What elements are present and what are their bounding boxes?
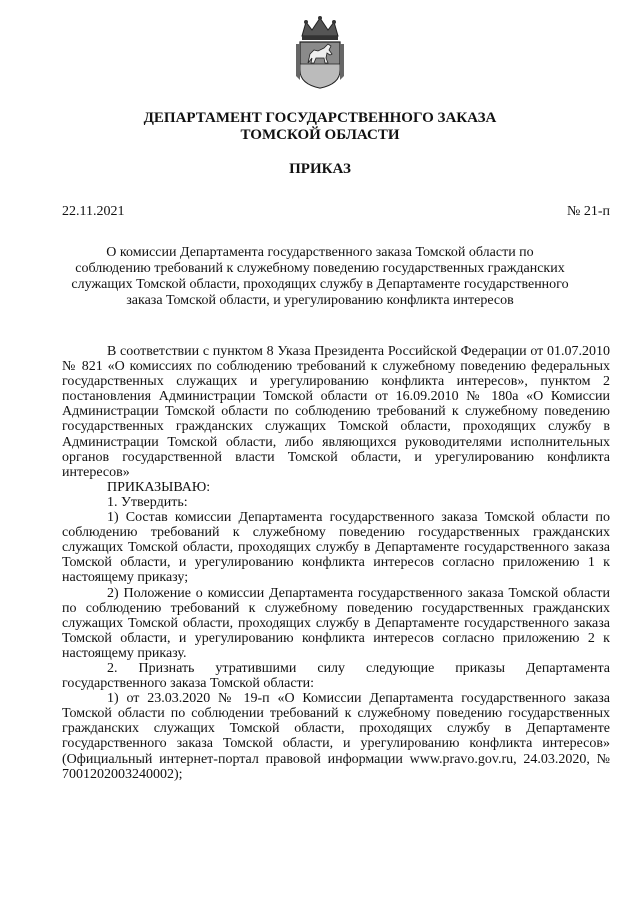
- clause-1-item-1: 1) Состав комиссии Департамента государственного заказа Томской области по соблюдению требований к служебному поведению государственных гражданских служащих Томской области, проходящих службу в Департаменте государственного заказа Томской области, и урегулированию конфликта интересов согласно приложению 1 к настоящему приказу;: [62, 510, 610, 586]
- document-type-title: ПРИКАЗ: [289, 161, 351, 177]
- document-subject: О комиссии Департамента государственного заказа Томской области по соблюдению требований к служебному поведению государственных гражданских служащих Томской области, проходящих службу в Департаменте государственного заказа Томской области, и урегулированию конфликта интересов: [71, 245, 569, 308]
- clause-1-item-2: 2) Положение о комиссии Департамента государственного заказа Томской области по соблюдению требований к служебному поведению государственных гражданских служащих Томской области, проходящих службу в Департаменте государственного заказа Томской области, и урегулированию конфликта интересов согласно приложению 2 к настоящему приказу.: [62, 585, 610, 661]
- clause-2-item-1: 1) от 23.03.2020 № 19-п «О Комиссии Департамента государственного заказа Томской области по соблюдении требований к служебному поведению государственных гражданских служащих Томской области, проходящих службу в Департаменте государственного заказа Томской области, и урегулированию конфликта интересов» (Официальный интернет-портал правовой информации www.pravo.gov.ru, 24.03.2020, № 7001202003240002);: [62, 691, 610, 782]
- organization-name-line2: ТОМСКОЙ ОБЛАСТИ: [240, 127, 400, 143]
- document-date: 22.11.2021: [62, 204, 125, 219]
- organization-name-line1: ДЕПАРТАМЕНТ ГОСУДАРСТВЕННОГО ЗАКАЗА: [143, 110, 497, 126]
- document-body: [62, 344, 610, 782]
- clause-1-heading: 1. Утвердить:: [107, 494, 188, 510]
- preamble-paragraph: В соответствии с пунктом 8 Указа Президента Российской Федерации от 01.07.2010 № 821 «О комиссиях по соблюдению требований к служебному поведению федеральных государственных служащих и урегулированию конфликта интересов», пунктом 2 постановления Администрации Томской области от 16.09.2010 № 180а «О Комиссии Администрации Томской области по соблюдению требований к служебному поведению государственных гражданских служащих Томской области, проходящих службу в Администрации Томской области, либо являющихся руководителями исполнительных органов государственной власти Томской области, и урегулированию конфликта интересов»: [62, 344, 610, 480]
- document-number: № 21-п: [566, 204, 610, 219]
- tomsk-coat-of-arms-icon: [294, 14, 346, 90]
- clause-2-heading: 2. Признать утратившими силу следующие приказы Департамента государственного заказа Томской области:: [62, 660, 610, 692]
- order-keyword: ПРИКАЗЫВАЮ:: [107, 479, 211, 495]
